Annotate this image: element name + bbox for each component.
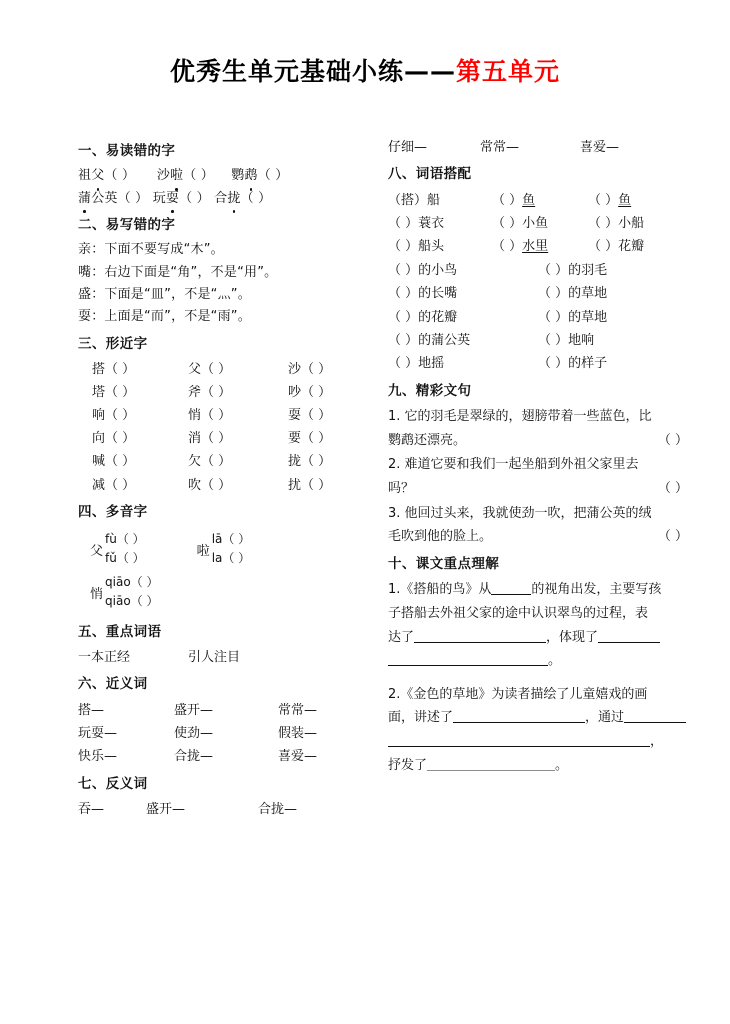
collocation-underlined-word: 鱼 — [618, 192, 632, 208]
page-title — [170, 52, 560, 88]
polyphone-readings — [212, 530, 251, 569]
question-text: ，体现了 — [546, 629, 599, 645]
antonym-item: 喜爱— — [580, 140, 620, 155]
question-text: 1.《搭船的鸟》从 — [388, 582, 492, 598]
collocation-cell: （ ）小鱼 — [492, 216, 549, 232]
similar-char-cell: 悄（ ） — [188, 408, 232, 424]
collocation-row — [388, 212, 688, 235]
synonym-item: 喜爱— — [278, 749, 318, 765]
word-prefix: 沙 — [156, 168, 171, 184]
title-area — [0, 0, 730, 98]
word-blank: （ ） — [179, 190, 210, 206]
section-heading-2: 二、易写错的字 — [78, 216, 176, 233]
similar-char-cell: 响（ ） — [92, 408, 136, 424]
antonym-item: 合拢— — [258, 801, 298, 817]
similar-char-cell: 向（ ） — [92, 431, 136, 447]
collocation-row — [388, 306, 688, 329]
question-text: 的视角出发，主要写孩 — [531, 582, 662, 598]
similar-char-cell: 欠（ ） — [188, 454, 232, 470]
word-prefix: 鹦 — [231, 168, 245, 184]
question-text: ，通过 — [585, 710, 625, 726]
similar-char-cell: 吵（ ） — [288, 385, 332, 401]
fill-blank[interactable] — [453, 722, 585, 723]
similar-char-cell: 减（ ） — [92, 477, 136, 493]
similar-char-cell: 沙（ ） — [288, 361, 332, 377]
similar-char-cell: 斧（ ） — [188, 385, 232, 401]
fill-blank[interactable] — [414, 642, 546, 643]
section-heading-5: 五、重点词语 — [78, 623, 162, 640]
fill-blank[interactable] — [491, 594, 531, 595]
question-line — [388, 730, 688, 754]
easy-miswrite-item: 盛：下面是“皿”，不是“灬”。 — [78, 286, 251, 302]
collocation-underlined-word: 水里 — [522, 239, 549, 255]
question-line — [388, 754, 688, 778]
fill-blank[interactable] — [624, 722, 686, 723]
similar-char-cell: 吹（ ） — [188, 477, 232, 493]
similar-char-cell: 消（ ） — [188, 431, 232, 447]
collocation-cell: （ ）地响 — [538, 332, 595, 348]
collocation-cell: （ ）的羽毛 — [538, 262, 608, 278]
section-heading-1: 一、易读错的字 — [78, 143, 176, 159]
easy-misread-item — [214, 191, 271, 206]
similar-char-cell: 耍（ ） — [288, 408, 332, 424]
easy-misread-row — [78, 188, 378, 210]
key-word: 引人注目 — [188, 649, 241, 665]
key-words-row — [78, 646, 378, 669]
synonym-item: 快乐— — [78, 749, 118, 765]
similar-char-cell: 搭（ ） — [92, 361, 136, 377]
collocation-cell: （ ）的花瓣 — [388, 309, 458, 325]
antonym-item: 常常— — [480, 140, 520, 155]
question-text: 达了 — [388, 629, 415, 645]
question-line: 2.《金色的草地》为读者描绘了儿童嬉戏的画 — [388, 686, 648, 702]
easy-misread-item — [157, 168, 214, 183]
similar-char-cell: 塔（ ） — [92, 385, 136, 401]
sentence-line: 2. 难道它要和我们一起坐船到外祖父家里去 — [388, 457, 639, 473]
synonym-item: 搭— — [78, 702, 105, 718]
emphasis-dot-char: 拢 — [227, 188, 240, 210]
fill-blank[interactable] — [427, 770, 555, 771]
answer-parenthesis[interactable]: （ ） — [657, 480, 688, 496]
collocation-cell: （ ）船头 — [388, 239, 445, 255]
question-text: 。 — [548, 653, 562, 669]
emphasis-dot-char: 啦 — [170, 165, 183, 187]
similar-char-cell: 拢（ ） — [288, 454, 332, 470]
collocation-row — [388, 259, 688, 282]
similar-char-cell: 扰（ ） — [288, 477, 332, 493]
polyphone-group — [145, 530, 251, 569]
page-title-unit: 第五单元 — [456, 57, 561, 86]
similar-char-cell: 父（ ） — [188, 361, 232, 377]
sentence-item — [388, 502, 688, 549]
similar-char-cell: 喊（ ） — [92, 454, 136, 470]
question-text: ， — [650, 734, 664, 750]
polyphone-char: 悄 — [90, 586, 104, 602]
easy-misread-item — [153, 191, 210, 206]
synonym-item: 使劲— — [174, 725, 214, 741]
antonym-item: 仔细— — [388, 140, 428, 155]
antonym-row — [78, 798, 378, 821]
easy-misread-item — [78, 191, 148, 206]
sentence-line: 1. 它的羽毛是翠绿的，翅膀带着一些蓝色，比 — [388, 409, 652, 425]
antonym-item: 盛开— — [146, 801, 186, 817]
polyphone-reading: qiāo（ ） — [105, 594, 159, 609]
easy-miswrite-item: 耍：上面是“而”，不是“雨”。 — [78, 309, 251, 325]
synonym-item: 玩耍— — [78, 725, 118, 741]
collocation-cell: （搭）船 — [388, 192, 441, 208]
easy-miswrite-item: 嘴：右边下面是“角”，不是“用”。 — [78, 264, 278, 280]
emphasis-dot-char: 蒲 — [78, 188, 91, 210]
collocation-cell: （ ）花瓣 — [588, 239, 645, 255]
question-line: 子搭船去外祖父家的途中认识翠鸟的过程，表 — [388, 605, 649, 621]
polyphone-reading: qiāo（ ） — [105, 574, 159, 589]
emphasis-dot-char: 父 — [91, 165, 104, 187]
collocation-underlined-word: 鱼 — [522, 192, 536, 208]
answer-parenthesis[interactable]: （ ） — [657, 529, 688, 545]
section-heading-4: 四、多音字 — [78, 503, 148, 520]
collocation-row — [388, 235, 688, 258]
question-line — [388, 649, 688, 673]
left-column — [78, 136, 378, 821]
question-line — [388, 626, 688, 650]
collocation-cell: （ ）的草地 — [538, 286, 608, 302]
similar-chars-grid — [78, 358, 378, 497]
fill-blank[interactable] — [598, 642, 660, 643]
easy-misread-item — [231, 168, 288, 183]
polyphone-readings — [105, 573, 158, 612]
polyphone-reading: lā（ ） — [211, 531, 251, 546]
polyphone-readings — [105, 530, 145, 569]
emphasis-dot-char: 耍 — [166, 188, 179, 210]
collocation-row — [388, 352, 688, 375]
sentence-line-with-answer — [388, 477, 688, 501]
fill-blank[interactable] — [388, 665, 548, 666]
polyphone-char: 父 — [90, 543, 104, 559]
word-prefix: 合 — [214, 190, 228, 206]
word-blank: （ ） — [257, 168, 289, 184]
similar-char-cell: 要（ ） — [288, 431, 332, 447]
word-blank: （ ） — [240, 190, 272, 206]
question-line — [388, 706, 688, 730]
section-heading-7: 七、反义词 — [78, 775, 148, 792]
collocation-cell: （ ）的长嘴 — [388, 286, 458, 302]
polyphone-row — [78, 526, 378, 569]
synonym-item: 假装— — [278, 725, 318, 741]
page-title-main: 优秀生单元基础小练—— — [169, 57, 456, 86]
polyphone-reading: fǔ（ ） — [105, 551, 145, 566]
answer-parenthesis[interactable]: （ ） — [657, 432, 688, 448]
collocation-cell: （ ）的草地 — [538, 309, 608, 325]
section-heading-8: 八、词语搭配 — [388, 166, 472, 183]
collocation-cell: （ ）鱼 — [588, 192, 632, 208]
collocation-cell: （ ）地摇 — [388, 356, 445, 372]
word-prefix: 祖 — [78, 168, 92, 184]
comprehension-question-2 — [388, 683, 688, 778]
collocation-row — [388, 189, 688, 212]
sentence-line: 3. 他回过头来，我就使劲一吹，把蒲公英的绒 — [388, 505, 652, 521]
collocation-row — [388, 282, 688, 305]
sentence-line: 鹦鹉还漂亮。 — [388, 432, 467, 448]
question-text: 抒发了 — [388, 757, 428, 773]
collocation-row — [388, 329, 688, 352]
sentence-line: 吗？ — [388, 480, 415, 496]
polyphone-char: 啦 — [196, 543, 210, 559]
collocation-cell: （ ）小船 — [588, 216, 645, 232]
collocation-cell: （ ）蓑衣 — [388, 216, 445, 232]
polyphone-reading: fù（ ） — [105, 531, 145, 546]
synonym-item: 合拢— — [174, 749, 214, 765]
comprehension-question-1 — [388, 578, 688, 673]
polyphone-group — [78, 530, 145, 569]
synonym-row — [78, 722, 378, 745]
section-heading-3: 三、形近字 — [78, 335, 148, 352]
sentence-line-with-answer — [388, 429, 688, 453]
synonym-item: 常常— — [278, 702, 318, 718]
polyphone-reading: la（ ） — [211, 551, 251, 566]
content-columns — [0, 98, 730, 821]
sentence-item — [388, 453, 688, 500]
easy-misread-row — [78, 165, 378, 187]
right-column — [388, 136, 688, 777]
word-blank: （ ） — [104, 168, 136, 184]
word-prefix: 玩 — [152, 190, 166, 206]
emphasis-dot-char: 鹉 — [245, 165, 258, 187]
word-blank: 公英（ ） — [91, 190, 149, 206]
section-heading-10: 十、课文重点理解 — [388, 555, 500, 572]
synonym-row — [78, 699, 378, 722]
question-line — [388, 578, 688, 602]
polyphone-row — [78, 569, 378, 612]
polyphone-group — [78, 573, 158, 612]
collocation-cell: （ ）的样子 — [538, 356, 608, 372]
collocation-cell: （ ）鱼 — [492, 192, 536, 208]
question-text: 。 — [555, 757, 569, 773]
collocation-cell: （ ）水里 — [492, 239, 549, 255]
word-blank: （ ） — [183, 168, 214, 184]
question-text: 面，讲述了 — [388, 710, 454, 726]
easy-miswrite-item: 亲：下面不要写成“木”。 — [78, 242, 224, 258]
sentence-item — [388, 405, 688, 452]
sentence-line: 毛吹到他的脸上。 — [388, 529, 493, 545]
collocation-cell: （ ）的小鸟 — [388, 262, 458, 278]
collocation-cell: （ ）的蒲公英 — [388, 332, 471, 348]
synonym-item: 盛开— — [174, 702, 214, 718]
section-heading-9: 九、精彩文句 — [388, 382, 472, 399]
sentence-line-with-answer — [388, 525, 688, 549]
key-word: 一本正经 — [78, 649, 131, 665]
antonym-row-continued — [388, 136, 688, 159]
section-heading-6: 六、近义词 — [78, 676, 148, 693]
fill-blank[interactable] — [388, 746, 650, 747]
antonym-item: 吞— — [78, 801, 105, 817]
easy-misread-item — [78, 168, 135, 183]
synonym-row — [78, 745, 378, 768]
